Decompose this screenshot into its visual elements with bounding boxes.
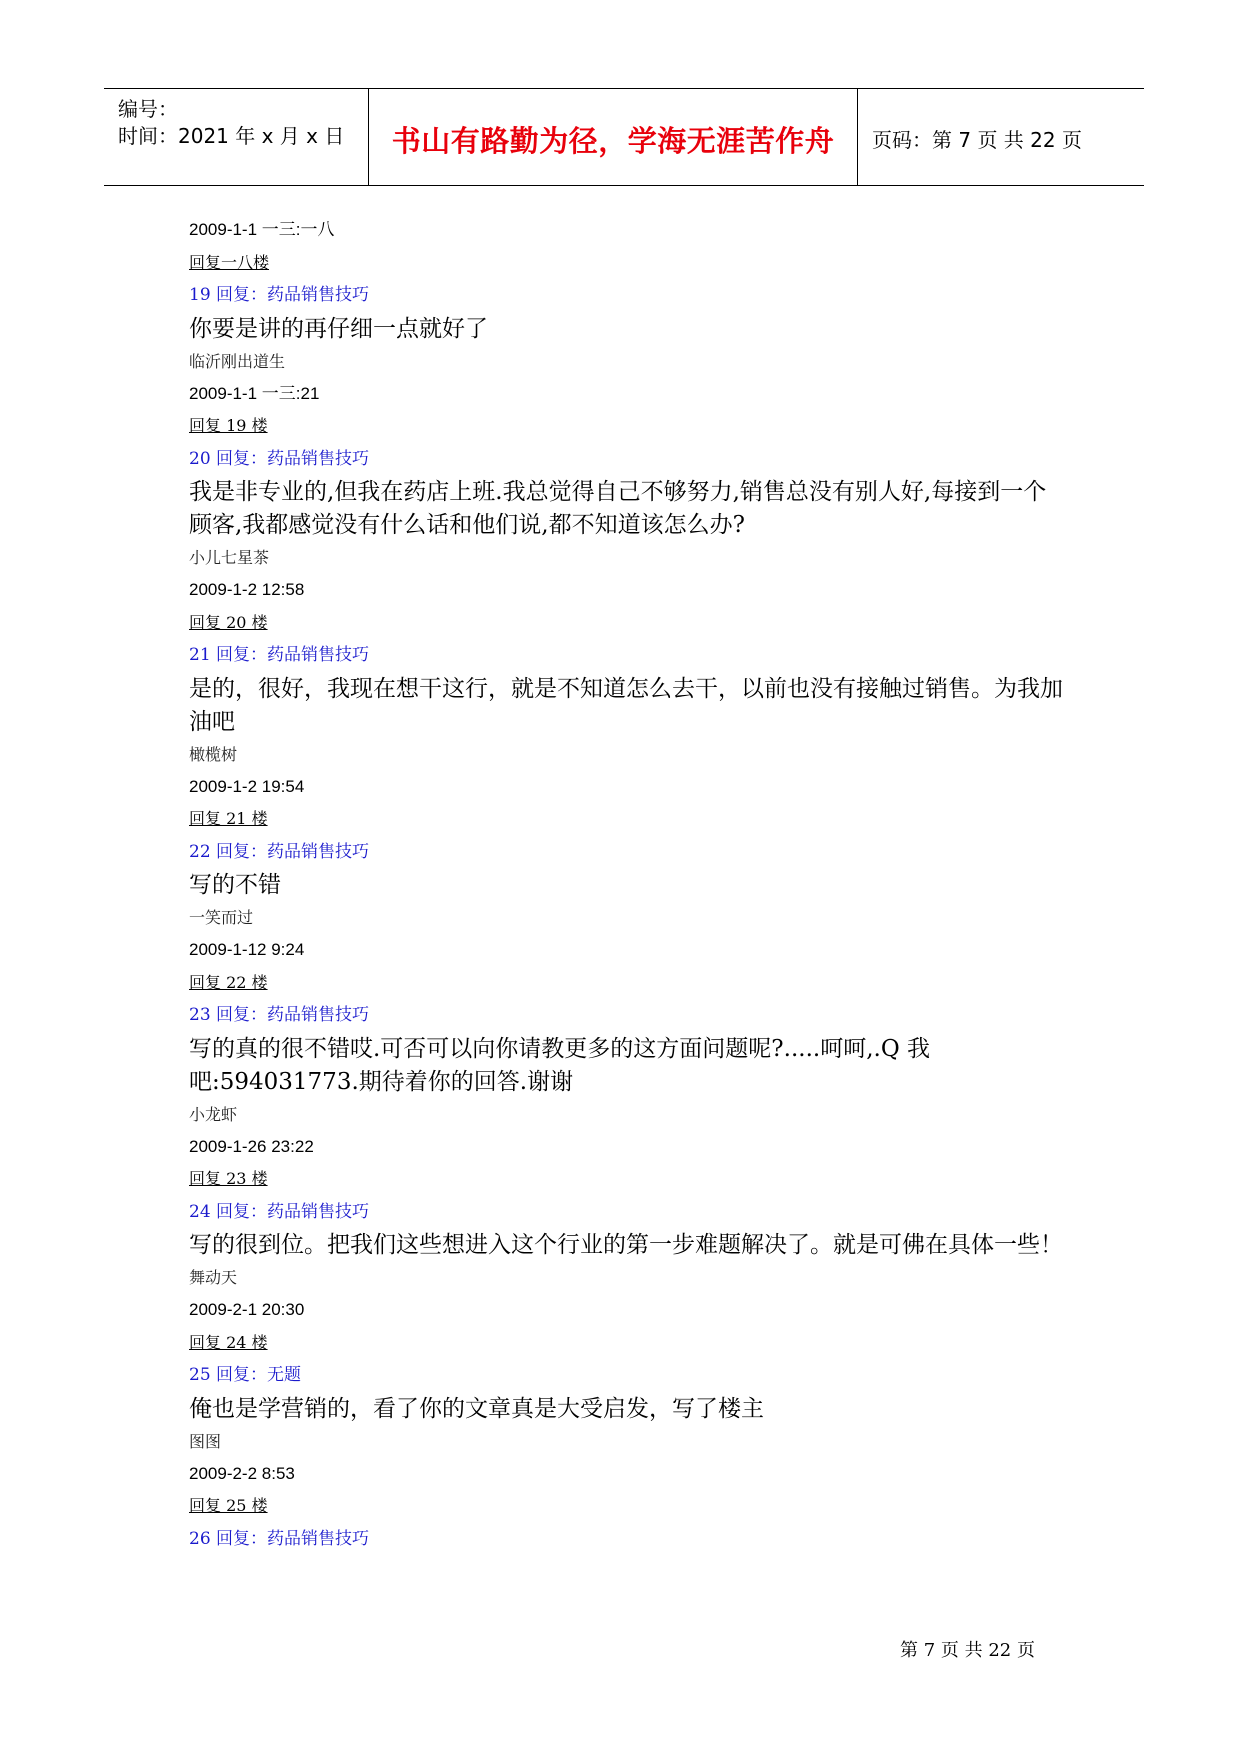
post-date: 2009-2-1 20:30 (189, 1300, 305, 1319)
post-title[interactable]: 19 回复：药品销售技巧 (189, 285, 370, 305)
post-date: 2009-1-1 一三:一八 (189, 220, 335, 239)
reply-link-text[interactable]: 回复一八楼 (189, 252, 270, 272)
post-author: 小儿七星茶 (189, 548, 270, 567)
reply-link[interactable] (189, 410, 1089, 443)
post-body: 写的不错 (189, 872, 281, 898)
forum-content (189, 214, 1089, 1555)
post-title[interactable]: 24 回复：药品销售技巧 (189, 1201, 370, 1222)
reply-link-text[interactable]: 回复 19 楼 (189, 416, 268, 435)
post-title[interactable]: 25 回复：无题 (189, 1365, 302, 1385)
post-body: 写的很到位。把我们这些想进入这个行业的第一步难题解决了。就是可佛在具体一些！ (189, 1232, 1063, 1258)
reply-link[interactable] (189, 1163, 1089, 1196)
reply-link[interactable] (189, 967, 1089, 1000)
post-author: 小龙虾 (189, 1104, 238, 1124)
header-left-cell (104, 89, 368, 185)
post-title[interactable]: 26 回复：药品销售技巧 (189, 1528, 370, 1549)
post-author: 临沂刚出道生 (189, 351, 286, 371)
post-title[interactable]: 21 回复：药品销售技巧 (189, 645, 370, 665)
document-header (104, 88, 1144, 186)
reply-link[interactable] (189, 607, 1089, 640)
post (189, 1196, 1089, 1360)
page-code: 页码：第 7 页 共 22 页 (872, 128, 1082, 152)
post-date: 2009-2-2 8:53 (189, 1463, 295, 1483)
post (189, 279, 1089, 443)
post-body: 是的，很好，我现在想干这行，就是不知道怎么去干，以前也没有接触过销售。为我加油吧 (189, 675, 1063, 735)
post-title[interactable]: 23 回复：药品销售技巧 (189, 1005, 370, 1025)
number-label: 编号： (118, 97, 178, 121)
post-author: 图图 (189, 1431, 222, 1451)
post-body: 我是非专业的,但我在药店上班.我总觉得自己不够努力,销售总没有别人好,每接到一个顾客,我都感觉没有什么话和他们说,都不知道该怎么办? (189, 479, 1047, 538)
reply-link-text[interactable]: 回复 24 楼 (189, 1332, 268, 1352)
post (189, 999, 1089, 1196)
post-body: 俺也是学营销的，看了你的文章真是大受启发，写了楼主 (189, 1395, 764, 1422)
reply-link-text[interactable]: 回复 22 楼 (189, 972, 268, 992)
post-date: 2009-1-2 12:58 (189, 580, 305, 599)
page-footer: 第 7 页 共 22 页 (900, 1640, 1035, 1661)
time-label: 时间：2021 年 x 月 x 日 (118, 124, 345, 148)
reply-link-text[interactable]: 回复 21 楼 (189, 809, 268, 828)
post-author: 一笑而过 (189, 908, 254, 927)
reply-link-text[interactable]: 回复 25 楼 (189, 1496, 268, 1515)
post (189, 836, 1089, 1000)
reply-link[interactable] (189, 803, 1089, 836)
post-date: 2009-1-2 19:54 (189, 776, 305, 796)
post-date: 2009-1-12 9:24 (189, 940, 305, 959)
reply-link[interactable] (189, 247, 1089, 280)
reply-link-text[interactable]: 回复 20 楼 (189, 612, 268, 632)
reply-link-text[interactable]: 回复 23 楼 (189, 1169, 268, 1188)
post (189, 639, 1089, 836)
motto: 书山有路勤为径，学海无涯苦作舟 (391, 124, 835, 158)
post-author: 橄榄树 (189, 744, 238, 764)
header-middle-cell (368, 89, 858, 185)
post (189, 1359, 1089, 1523)
post-date: 2009-1-26 23:22 (189, 1136, 314, 1156)
post-title[interactable]: 22 回复：药品销售技巧 (189, 841, 370, 862)
header-right-cell (858, 89, 1144, 185)
post-body: 你要是讲的再仔细一点就好了 (189, 315, 488, 342)
post-title[interactable]: 20 回复：药品销售技巧 (189, 448, 370, 469)
post-body: 写的真的很不错哎.可否可以向你请教更多的这方面问题呢?.....呵呵,.Q 我吧:594031773.期待着你的回答.谢谢 (189, 1035, 930, 1095)
reply-link[interactable] (189, 1327, 1089, 1360)
post-date: 2009-1-1 一三:21 (189, 383, 320, 403)
reply-link[interactable] (189, 1490, 1089, 1523)
post-author: 舞动天 (189, 1268, 238, 1287)
post (189, 443, 1089, 640)
